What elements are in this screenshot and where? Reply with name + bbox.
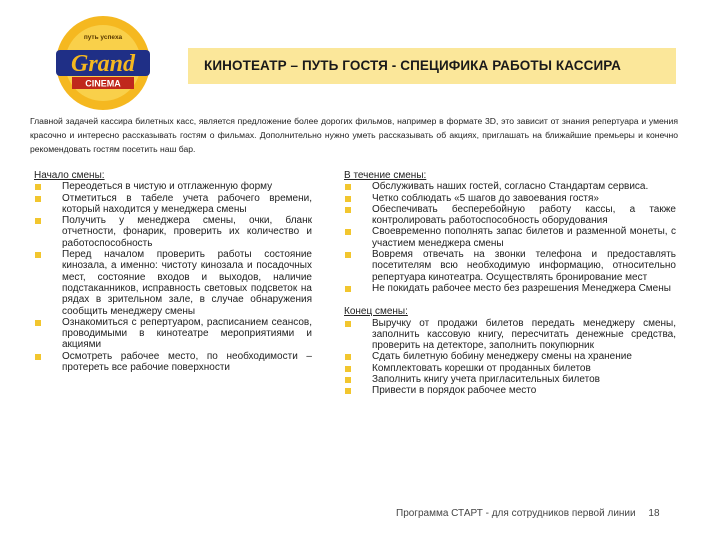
footer-text: Программа СТАРТ - для сотрудников первой линии xyxy=(396,508,636,519)
list-item: Получить у менеджера смены, очки, бланк отчетности, фонарик, проверить их количество и работоспособность xyxy=(34,215,312,249)
footer xyxy=(396,508,660,519)
list-item: Обеспечивать бесперебойную работу кассы, а также контролировать работоспособность оборудования xyxy=(344,204,676,227)
list-item: Осмотреть рабочее место, по необходимости – протереть все рабочие поверхности xyxy=(34,351,312,374)
list-item: Ознакомиться с репертуаром, расписанием сеансов, проводимыми в кинотеатре мероприятиями и акциями xyxy=(34,317,312,351)
list-item: Комплектовать корешки от проданных билетов xyxy=(344,363,676,374)
intro-paragraph: Главной задачей кассира билетных касс, является предложение более дорогих фильмов, например в формате 3D, это зависит от знания репертуара и умения красочно и интересно рассказывать гостям о фильмах. Дополнительно нужно уметь рассказывать об акциях, приглашать на ближайшие премьеры и конечно рекомендовать гостям посетить наш бар. xyxy=(30,116,678,154)
during-shift-list xyxy=(344,181,676,294)
list-item: Четко соблюдать «5 шагов до завоевания гостя» xyxy=(344,193,676,204)
end-shift-list xyxy=(344,318,676,397)
list-item: Обслуживать наших гостей, согласно Стандартам сервиса. xyxy=(344,181,676,192)
start-shift-title: Начало смены: xyxy=(34,170,105,181)
list-item: Привести в порядок рабочее место xyxy=(344,385,676,396)
list-item: Отметиться в табеле учета рабочего времени, который находится у менеджера смены xyxy=(34,193,312,216)
during-shift-section xyxy=(344,170,676,397)
grand-cinema-logo xyxy=(52,14,154,112)
svg-text:Grand: Grand xyxy=(70,51,136,77)
list-item: Вовремя отвечать на звонки телефона и предоставлять посетителям всю необходимую информацию, относительно репертуара кинотеатра. Осуществлять бронирование мест xyxy=(344,249,676,283)
list-item: Заполнить книгу учета пригласительных билетов xyxy=(344,374,676,385)
page-title: КИНОТЕАТР – ПУТЬ ГОСТЯ - СПЕЦИФИКА РАБОТЫ КАССИРА xyxy=(204,58,622,73)
svg-text:путь успеха: путь успеха xyxy=(83,34,123,41)
end-shift-title: Конец смены: xyxy=(344,306,408,318)
list-item: Перед началом проверить работы состояние кинозала, а именно: чистоту кинозала и посадочных мест, состояние входов и выходов, наличие подстаканников, исправность световых подсветок на рядах в зрительном зале, в случае обнаружения сообщить менеджеру смены xyxy=(34,249,312,317)
list-item: Своевременно пополнять запас билетов и разменной монеты, с участием менеджера смены xyxy=(344,226,676,249)
during-shift-title: В течение смены: xyxy=(344,170,427,181)
list-item: Выручку от продажи билетов передать менеджеру смены, заполнить кассовую книгу, пересчитать денежные средства, проверить на детекторе, заполнить покупюрник xyxy=(344,318,676,352)
svg-text:CINEMA: CINEMA xyxy=(85,78,121,89)
start-shift-section xyxy=(34,170,312,373)
list-item: Сдать билетную бобину менеджеру смены на хранение xyxy=(344,351,676,362)
list-item: Переодеться в чистую и отглаженную форму xyxy=(34,181,312,192)
page-number: 18 xyxy=(648,508,660,519)
start-shift-list xyxy=(34,181,312,373)
list-item: Не покидать рабочее место без разрешения Менеджера Смены xyxy=(344,283,676,294)
